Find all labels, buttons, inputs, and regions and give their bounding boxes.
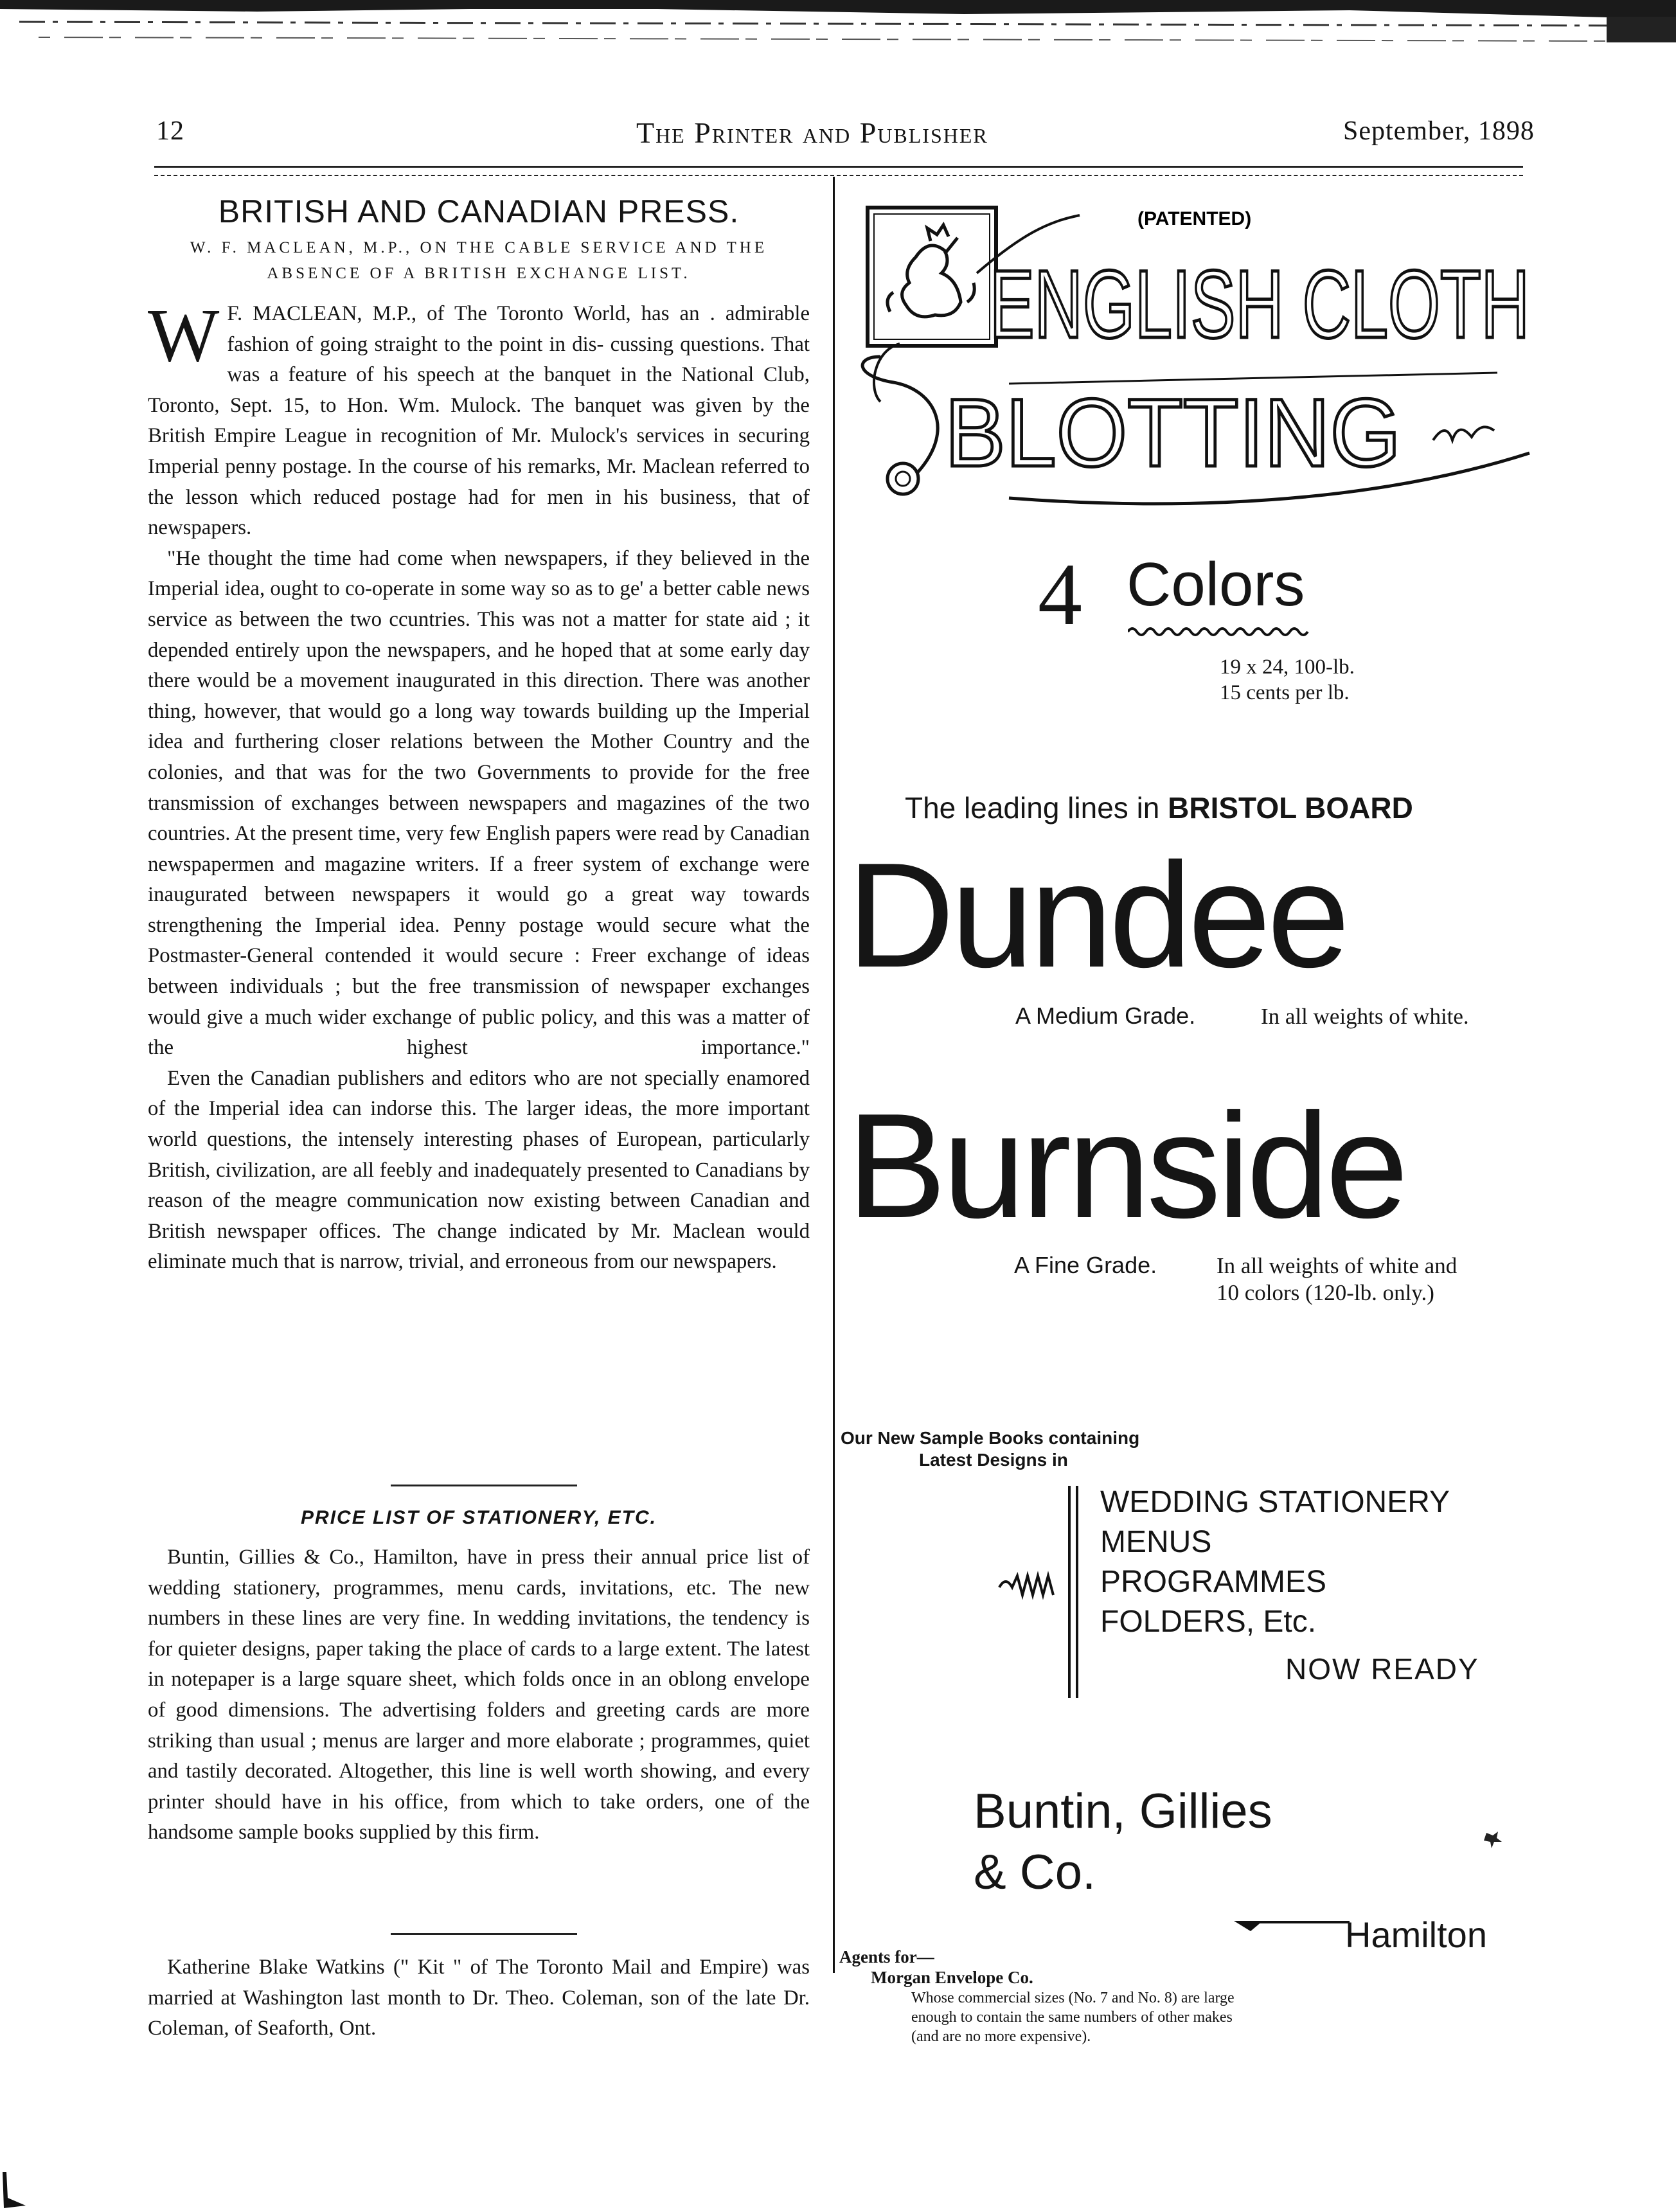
article-paragraph-1-line: . admirable fashion of going straight to the point in dis- [227,302,810,356]
publication-title: The Printer and Publisher [636,116,988,149]
colors-number: 4 [1038,545,1082,643]
list-item-programmes: PROGRAMMES [1100,1565,1327,1599]
article-paragraph-1-line: referred to the lesson which reduced postage had for men in his [148,454,810,509]
personal-note: Katherine Blake Watkins (" Kit " of The Toronto Mail and Empire) was married at Washington last month to Dr. Theo. Coleman, son of the late Dr. Coleman, of Seaforth, Ont. [148,1956,810,2040]
article-paragraph-1-line: business, that of newspapers. [148,485,810,540]
section-divider-2 [391,1933,577,1935]
page-number: 12 [156,116,184,146]
bristol-lead: The leading lines in [905,791,1160,825]
list-item-menus: MENUS [1100,1525,1212,1559]
article-subtitle-line2: ABSENCE OF A BRITISH EXCHANGE LIST. [267,265,691,282]
now-ready-label: NOW READY [1285,1652,1479,1686]
logo-line-2: BLOTTING [945,379,1401,486]
city-rule [1234,1918,1350,1934]
agents-note-1: Whose commercial sizes (No. 7 and No. 8) are large [911,1990,1235,2006]
agents-firm: Morgan Envelope Co. [871,1968,1033,1987]
english-cloth-blotting-logo [855,196,1542,517]
list-item-wedding-stationery: WEDDING STATIONERY [1100,1485,1450,1519]
header-rule [154,166,1523,168]
article-paragraph-1-line: penny postage. In the course of his remarks, Mr. Maclean [225,454,721,478]
logo-line-1: ENGLISH CLOTH [990,250,1529,358]
ink-speck [1481,1825,1507,1851]
price-list-paragraph: Buntin, Gillies & Co., Hamilton, have in press their annual price list of wedding stationery, programmes, menu cards, invitations, etc. The new numbers in these lines are very fine. In wedding invitations, the tendency is for quieter designs, paper taking the place of cards to a large extent. The latest in notepaper is a large square sheet, which folds once in an oblong envelope of good dimensions. The advertising folders and greeting cards are more striking than usual ; menus are larger and more elaborate ; programmes, quiet and tastily decorated. Altogether, this line is well worth showing, and every printer should have in his office, from which to take orders, one of the handsome sample books supplied by this firm. [148,1546,810,1844]
article-paragraph-2: "He thought the time had come when newspapers, if they believed in the Imperial idea, ought to co-operate in some way so as to ge' a better cable news service as between the two ccuntries. This was not a matter for state aid ; it depended entirely upon the newspapers, and he hoped that at some early day there would be a movement inaugurated in this direction. There was another thing, however, that would go a long way towards building up the Imperial idea and furthering closer relations between the Mother Country and the colonies, and that was for the two Governments to provide for the free transmission of exchanges between newspapers and magazines of the two countries. At the present time, very few English papers were read by Canadian newspapermen and magazine writers. If a freer system of exchange were inaugurated between newspapers it would go a great way towards strengthening the Imperial idea. Penny postage would secure what the Postmaster-General contended it would secure : Freer exchange of ideas between individuals ; but the free transmission of newspaper exchanges would give a much wider exchange of public policy, and this was a matter of the highest importance." [148,546,810,1060]
colors-word: Colors [1127,550,1305,619]
section-divider [391,1485,577,1486]
firm-name-line-2: & Co. [974,1845,1096,1900]
article-paragraph-1 [148,293,810,544]
agents-note-3: (and are no more expensive). [911,2028,1091,2045]
burnside-grade: A Fine Grade. [1014,1252,1157,1278]
city-name: Hamilton [1345,1914,1487,1955]
price-list-body [148,1542,810,1848]
flourish-ornament-icon [996,1568,1067,1607]
dundee-brand: Dundee [847,832,1346,999]
column-rule [833,177,835,1973]
firm-name-line-1: Buntin, Gillies [974,1784,1272,1839]
article-body [148,293,810,1278]
article-paragraph-1-line: Mulock. The banquet was given by the British Empire League [148,393,810,448]
article-subtitle-line1: W. F. MACLEAN, M.P., ON THE CABLE SERVICE AND THE [190,239,768,256]
size-spec: 19 x 24, 100-lb. [1220,656,1355,679]
article-paragraph-1-line: F. MACLEAN, M.P., of The Toronto World, has an [227,302,710,325]
header-rule-2 [154,175,1523,176]
dundee-grade: A Medium Grade. [1015,1003,1196,1029]
patented-label: (PATENTED) [1137,208,1252,229]
burnside-note-2: 10 colors (120-lb. only.) [1217,1280,1434,1305]
personal-note-block [148,1952,810,2044]
bristol-board-line [905,790,1413,825]
burnside-brand: Burnside [847,1083,1405,1249]
price-list-heading: PRICE LIST OF STATIONERY, ETC. [301,1507,657,1528]
sample-books-line-2: Latest Designs in [919,1450,1068,1470]
wavy-underline [1128,625,1314,638]
sample-books-line-1: Our New Sample Books containing [841,1428,1140,1448]
article-paragraph-3: Even the Canadian publishers and editors who are not specially enamored of the Imperial idea can indorse this. The larger ideas, the more important world questions, the intensely interesting phases of European, particularly British, civilization, are all feebly and inadequately presented to Canadians by reason of the meagre communication now existing between Canadian and British newspaper offices. The change indicated by Mr. Maclean would eliminate much that is narrow, trivial, and erroneous from our newspapers. [148,1066,810,1274]
article-paragraph-1-line: in recognition of Mr. Mulock's services in securing Imperial [148,424,810,478]
price-spec: 15 cents per lb. [1220,681,1350,704]
list-item-folders: FOLDERS, Etc. [1100,1605,1317,1639]
drop-cap: W [148,293,220,377]
article-paragraph-1-line: banquet in the National Club, Toronto, Sept. 15, to Hon. Wm. [148,363,810,417]
scan-corner-mark [0,2172,39,2211]
list-bracket-rule [1068,1486,1078,1698]
agents-label: Agents for— [839,1947,934,1967]
bristol-board-label: BRISTOL BOARD [1168,791,1413,825]
torn-page-edge [0,0,1676,51]
burnside-note-1: In all weights of white and [1217,1253,1458,1278]
issue-date: September, 1898 [1343,116,1535,146]
agents-note-2: enough to contain the same numbers of other makes [911,2009,1233,2026]
article-paragraph-1-line: cussing questions. That was a feature of his speech at the [227,332,810,387]
lion-crest-icon [887,225,974,317]
article-title: BRITISH AND CANADIAN PRESS. [218,193,740,229]
dundee-note: In all weights of white. [1261,1004,1469,1029]
